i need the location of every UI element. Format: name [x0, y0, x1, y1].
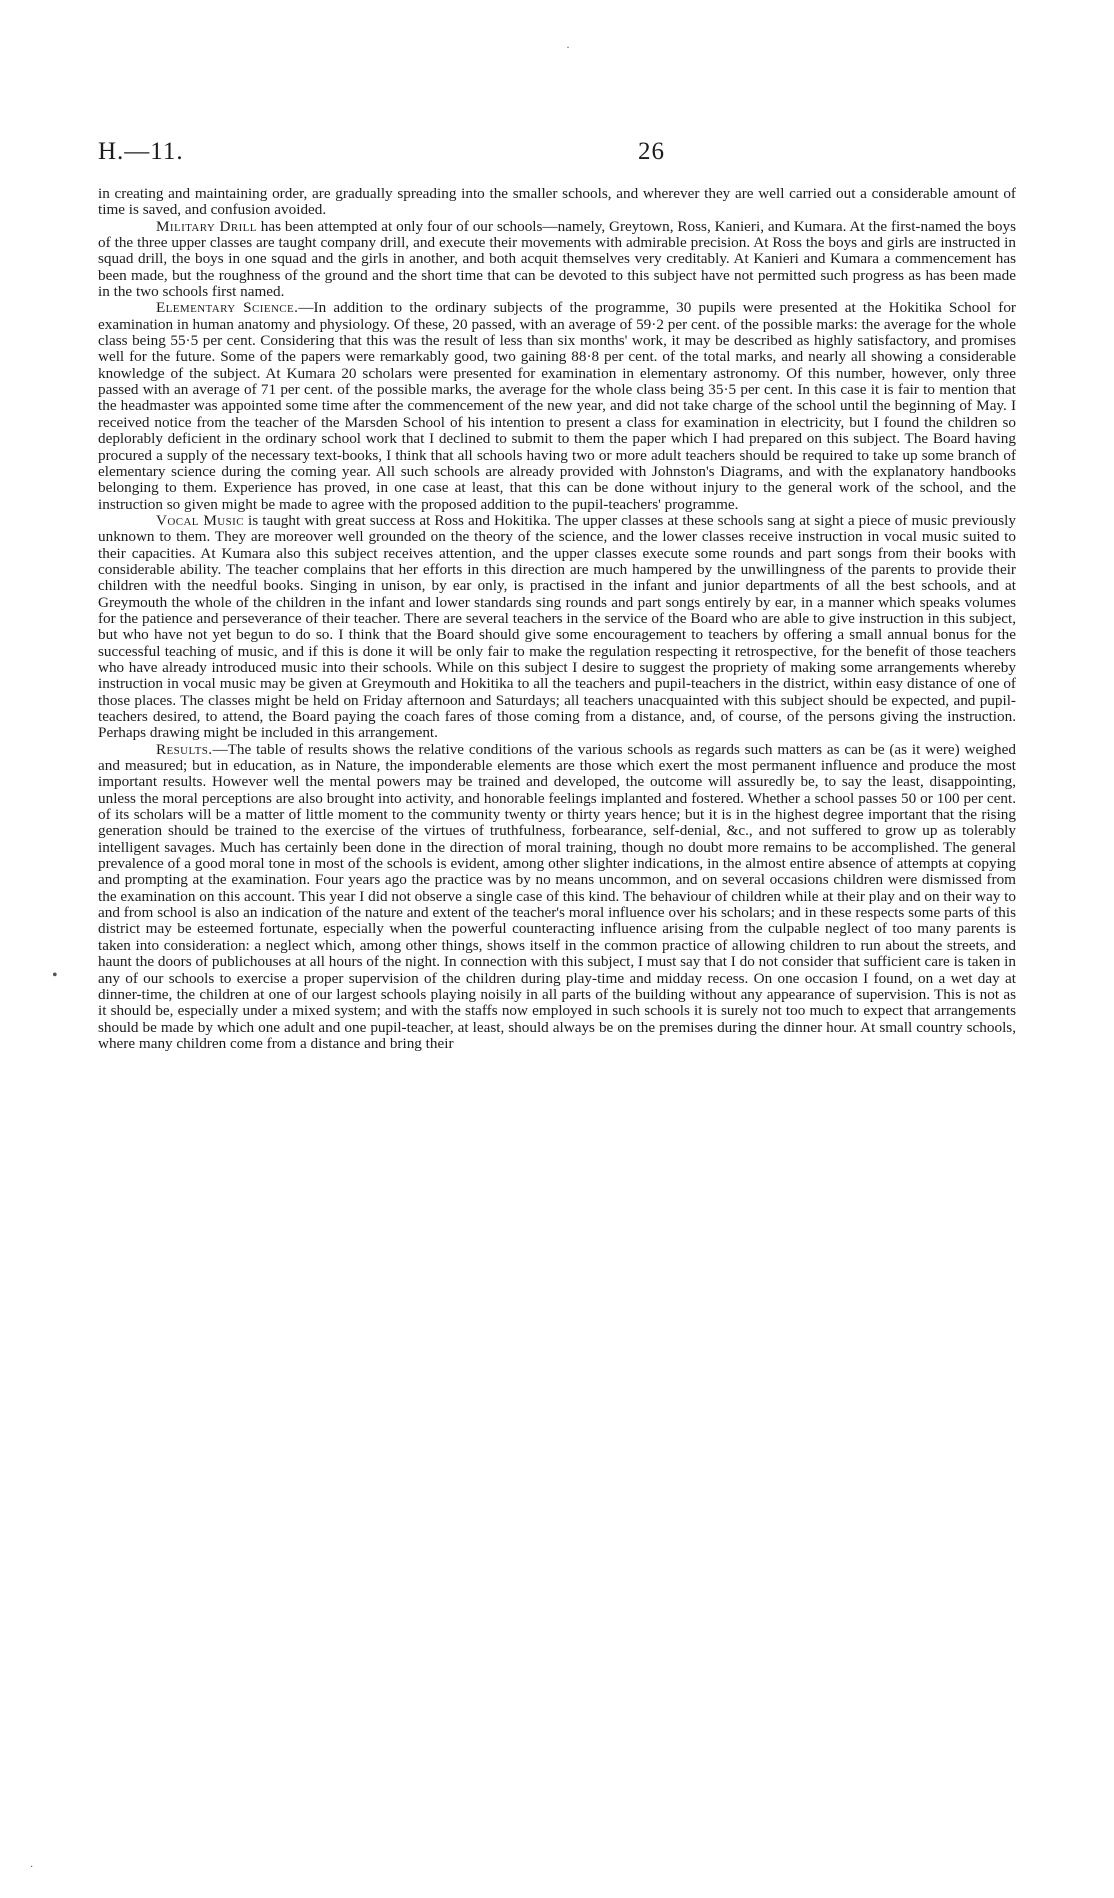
paragraph-results [98, 742, 1016, 1053]
paragraph-text: —The table of results shows the relative conditions of the various schools as regards such matters as can be (as it were) weighed and measured; but in education, as in Nature, the imponderable elements are those which exert the most permanent influence and produce the most important results. However well the mental powers may be trained and developed, the outcome will assuredly be, to say the least, disappointing, unless the moral perceptions are also brought into activity, and honorable feelings implanted and fostered. Whether a school passes 50 or 100 per cent. of its scholars will be a matter of little moment to the community twenty or thirty years hence; but it is in the highest degree important that the rising generation should be trained to the exercise of the virtues of truthfulness, forbearance, self-denial, &c., and not suffered to grow up as tolerably intelligent savages. Much has certainly been done in the direction of moral training, though no doubt more remains to be accomplished. The general prevalence of a good moral tone in most of the schools is evident, among other slighter indications, in the almost entire absence of attempts at copying and prompting at the examination. Four years ago the practice was by no means uncommon, and on several occasions children were dismissed from the examination on this account. This year I did not observe a single case of this kind. The behaviour of children while at their play and on their way to and from school is also an indication of the nature and extent of the teacher's moral influence over his scholars; and in these respects some parts of this district may be esteemed fortunate, especially when the powerful counteracting influence arising from the culpable neglect of too many parents is taken into consideration: a neglect which, among other things, shows itself in the common practice of allowing children to run about the streets, and haunt the doors of publichouses at all hours of the night. In connection with this subject, I must say that I do not consider that sufficient care is taken in any of our schools to exercise a proper supervision of the children during play-time and midday recess. On one occasion I found, on a wet day at dinner-time, the children at one of our largest schools playing noisily in all parts of the building without any appearance of supervision. This is not as it should be, especially under a mixed system; and with the staffs now employed in such schools it is surely not too much to expect that arrangements should be made by which one adult and one pupil-teacher, at least, should always be on the premises during the dinner hour. At small country schools, where many children come from a distance and bring their [98, 740, 1016, 1052]
body-text [98, 186, 1016, 1052]
paragraph-text: is taught with great success at Ross and Hokitika. The upper classes at these schools sang at sight a piece of music previously unknown to them. They are moreover well grounded on the theory of the science, and the lower classes receive instruction in vocal music suited to their capacities. At Kumara also this subject receives attention, and the upper classes execute some rounds and part songs from their books with considerable ability. The teacher complains that her efforts in this direction are much hampered by the unwillingness of the parents to provide their children with the needful books. Singing in unison, by ear only, is practised in the infant and junior departments of all the best schools, and at Greymouth the whole of the children in the infant and lower standards sing rounds and part songs entirely by ear, in a manner which speaks volumes for the patience and perseverance of their teacher. There are several teachers in the service of the Board who are able to give instruction in this subject, but who have not yet begun to do so. I think that the Board should give some encouragement to teachers by offering a small annual bonus for the successful teaching of music, and if this is done it will be only fair to make the regulation respecting it retrospective, for the benefit of those teachers who have already introduced music into their schools. While on this subject I desire to suggest the propriety of making some arrangements whereby instruction in vocal music may be given at Greymouth and Hokitika to all the teachers and pupil-teachers in the district, within easy distance of one of those places. The classes might be held on Friday afternoon and Saturdays; all teachers unacquainted with this subject should be expected, and pupil-teachers desired, to attend, the Board paying the coach fares of those coming from a distance, and, of course, of the persons giving the instruction. Perhaps drawing might be included in this arrangement. [98, 511, 1016, 742]
paragraph-vocal-music [98, 513, 1016, 742]
section-lead-elementary-science: Elementary Science. [156, 299, 299, 317]
paragraph-elementary-science [98, 300, 1016, 512]
section-lead-results: Results. [156, 740, 213, 758]
section-lead-military-drill: Military Drill [156, 217, 257, 235]
paragraph-military-drill [98, 219, 1016, 301]
page-number: 26 [638, 138, 665, 165]
margin-dot: • [52, 967, 58, 984]
running-header [98, 138, 1016, 170]
section-lead-vocal-music: Vocal Music [156, 511, 244, 529]
paragraph-text: has been attempted at only four of our schools—namely, Greytown, Ross, Kanieri, and Kumara. At the first-named the boys of the three upper classes are taught company drill, and execute their movements with admirable precision. At Ross the boys and girls are instructed in squad drill, the boys in one squad and the girls in another, and both acquit themselves very creditably. At Kanieri and Kumara a commencement has been made, but the roughness of the ground and the short time that can be devoted to this subject have not permitted such progress as has been made in the two schools first named. [98, 217, 1016, 301]
document-reference: H.—11. [98, 138, 184, 165]
print-speck: · [566, 40, 570, 54]
paragraph-continuation [98, 186, 1016, 219]
corner-speck: · [30, 1862, 34, 1873]
paragraph-text: in creating and maintaining order, are gradually spreading into the smaller schools, and wherever they are well carried out a considerable amount of time is saved, and confusion avoided. [98, 185, 1016, 219]
paragraph-text: —In addition to the ordinary subjects of the programme, 30 pupils were presented at the Hokitika School for examination in human anatomy and physiology. Of these, 20 passed, with an average of 59·2 per cent. of the possible marks: the average for the whole class being 55·5 per cent. Considering that this was the result of less than six months' work, it may be described as highly satisfactory, and promises well for the future. Some of the papers were remarkably good, two gaining 88·8 per cent. of the total marks, and nearly all showing a considerable knowledge of the subject. At Kumara 20 scholars were presented for examination in elementary astronomy. Of this number, however, only three passed with an average of 71 per cent. of the possible marks, the average for the whole class being 35·5 per cent. In this case it is fair to mention that the headmaster was appointed some time after the commencement of the new year, and did not take charge of the school until the beginning of May. I received notice from the teacher of the Marsden School of his intention to present a class for examination in electricity, but I found the children so deplorably deficient in the ordinary school work that I declined to submit to them the paper which I had prepared on this subject. The Board having procured a supply of the necessary text-books, I think that all schools having two or more adult teachers should be required to take up some branch of elementary science during the coming year. All such schools are already provided with Johnston's Diagrams, and with the explanatory handbooks belonging to them. Experience has proved, in one case at least, that this can be done without injury to the general work of the school, and the instruction so given might be made to agree with the proposed addition to the pupil-teachers' programme. [98, 299, 1016, 513]
